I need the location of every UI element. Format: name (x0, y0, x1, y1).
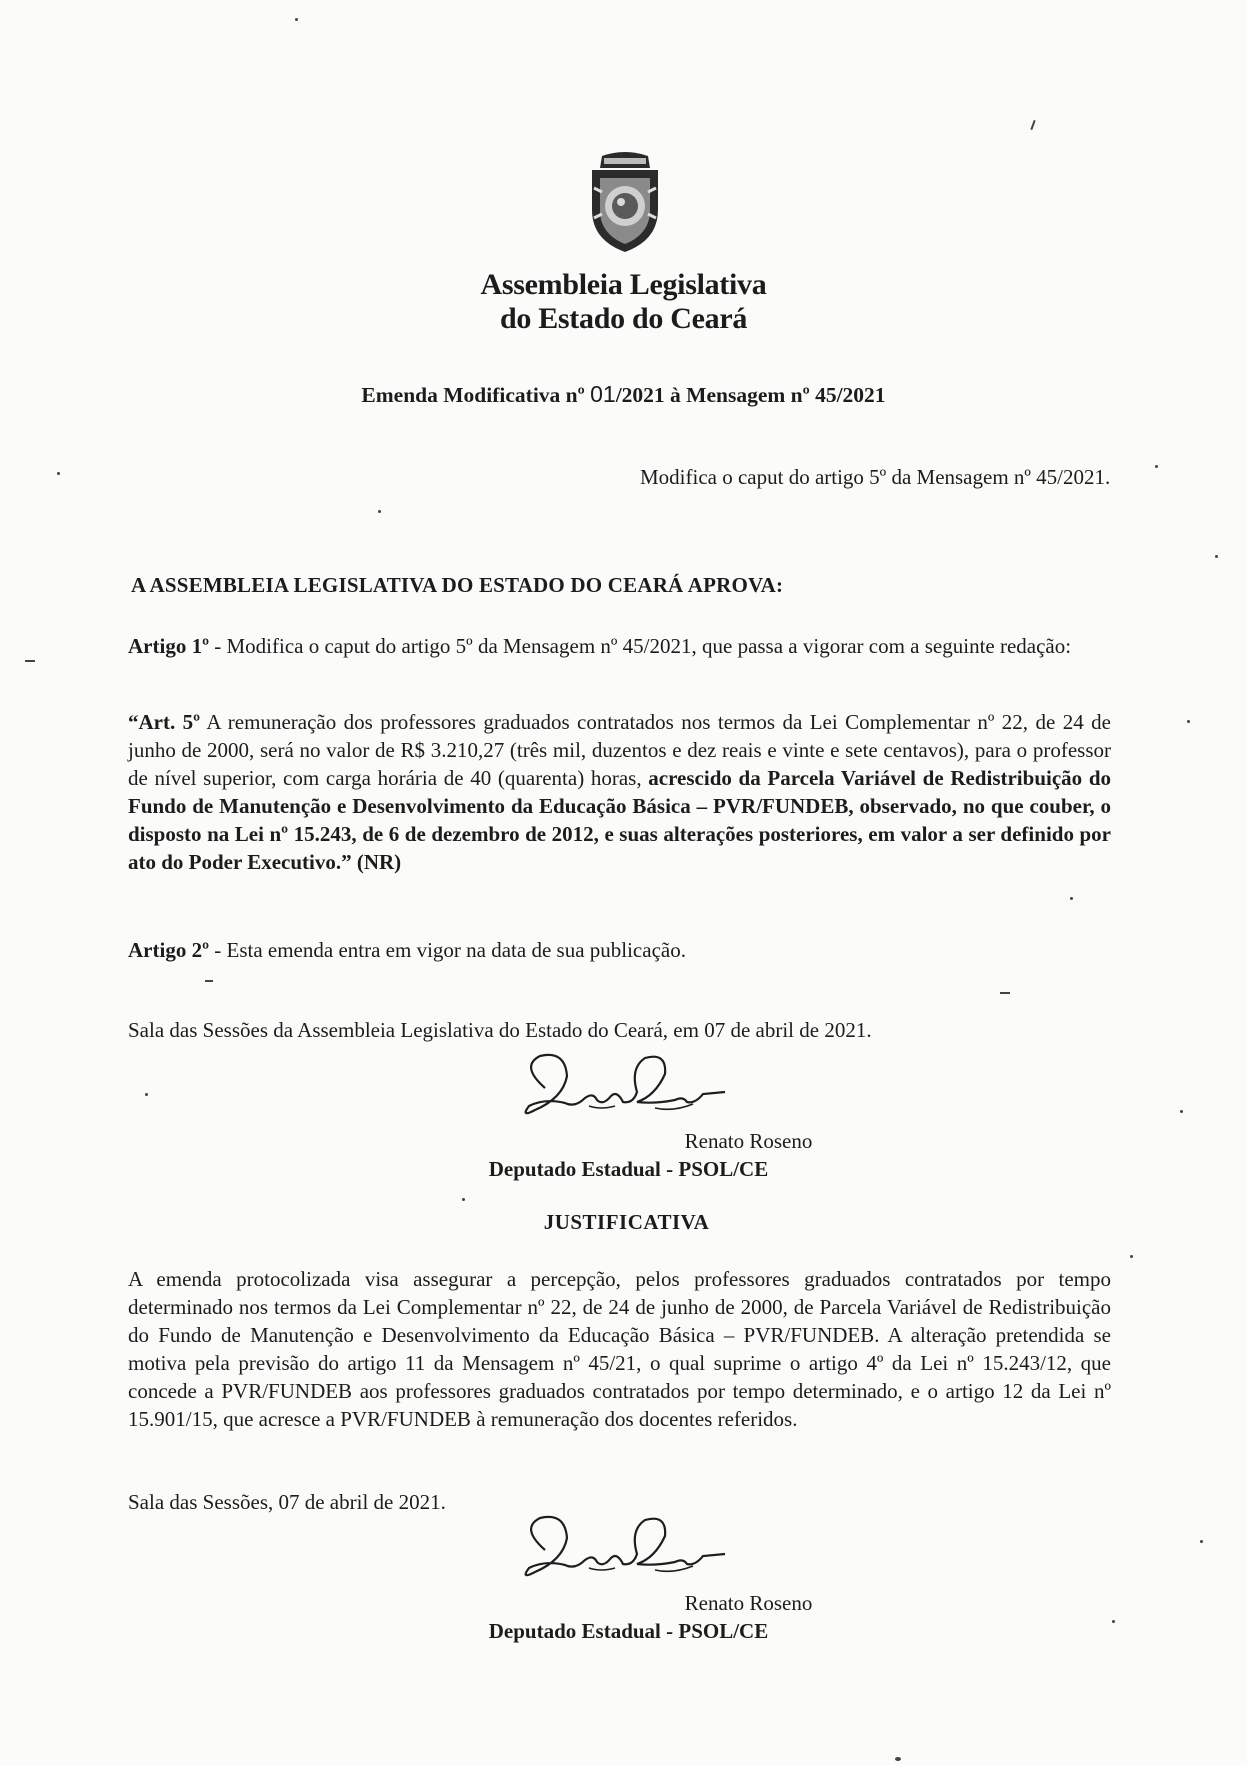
justification-heading: JUSTIFICATIVA (543, 1210, 710, 1234)
amendment-title (0, 381, 1247, 408)
scan-speck (1030, 120, 1035, 130)
handwritten-signature-2 (505, 1510, 735, 1600)
signer-2-name: Renato Roseno (684, 1591, 813, 1615)
scan-speck (1070, 897, 1073, 900)
article-1 (128, 632, 1111, 660)
ementa: Modifica o caput do artigo 5º da Mensagem nº 45/2021. (640, 465, 1111, 489)
scan-speck (145, 1093, 148, 1096)
scan-speck (1130, 1255, 1133, 1258)
article-1-label: Artigo 1º (128, 634, 209, 658)
scan-speck (1112, 1620, 1115, 1623)
ceara-coat-of-arms-icon (580, 148, 670, 256)
article-1-text: - Modifica o caput do artigo 5º da Mensagem nº 45/2021, que passa a vigorar com a seguinte redação: (209, 634, 1072, 658)
title-prefix: Emenda Modificativa nº (361, 383, 591, 407)
signer-2-role: Deputado Estadual - PSOL/CE (488, 1619, 769, 1643)
session-place-date-2: Sala das Sessões, 07 de abril de 2021. (128, 1490, 446, 1514)
article-2-label: Artigo 2º (128, 938, 209, 962)
institution-line-1: Assembleia Legislativa (480, 268, 767, 301)
justification-text: A emenda protocolizada visa assegurar a percepção, pelos professores graduados contratados por tempo determinado nos termos da Lei Complementar nº 22, de 24 de junho de 2000, de Parcela Variável de Redistribuição do Fundo de Manutenção e Desenvolvimento da Educação Básica – PVR/FUNDEB. A alteração pretendida se motiva pela previsão do artigo 11 da Mensagem nº 45/21, o qual suprime o artigo 4º da Lei nº 15.243/12, que concede a PVR/FUNDEB aos professores graduados contratados por tempo determinado, e o artigo 12 da Lei nº 15.901/15, que acresce a PVR/FUNDEB à remuneração dos docentes referidos. (128, 1267, 1111, 1431)
enacting-clause: A ASSEMBLEIA LEGISLATIVA DO ESTADO DO CEARÁ APROVA: (131, 573, 784, 597)
article-2-text: - Esta emenda entra em vigor na data de sua publicação. (209, 938, 686, 962)
scan-speck (378, 510, 381, 513)
scan-speck (462, 1198, 465, 1201)
scan-speck (895, 1757, 901, 1761)
institution-line-2: do Estado do Ceará (499, 302, 748, 335)
amendment-number: 01 (590, 381, 616, 407)
scan-speck (1180, 1110, 1183, 1113)
scan-speck (57, 472, 60, 475)
signer-1-role: Deputado Estadual - PSOL/CE (488, 1157, 769, 1181)
scan-speck (1215, 555, 1218, 558)
scan-speck (25, 660, 35, 662)
scan-speck (205, 980, 213, 982)
article-2 (128, 936, 1111, 964)
scan-speck (1000, 992, 1010, 994)
scan-speck (1187, 720, 1190, 723)
scan-speck (1155, 465, 1158, 468)
session-place-date-1: Sala das Sessões da Assembleia Legislativa do Estado do Ceará, em 07 de abril de 2021. (128, 1018, 872, 1042)
article-5-label: “Art. 5º (128, 710, 201, 734)
handwritten-signature-1 (505, 1048, 735, 1138)
article-5-text: A remuneração dos professores graduados contratados nos termos da Lei Complementar nº 22, de 24 de junho de 2000, será no valor de R$ 3.210,27 (três mil, duzentos e dez reais e vinte e sete centavos), para o professor de nível superior, com carga horária de 40 (quarenta) horas, (128, 710, 1111, 790)
institution-name (0, 268, 1247, 336)
article-5-new-text (128, 708, 1111, 876)
title-suffix: /2021 à Mensagem nº 45/2021 (615, 383, 886, 407)
article-5-bold-text: acrescido da Parcela Variável de Redistribuição do Fundo de Manutenção e Desenvolvimento da Educação Básica – PVR/FUNDEB, observado, no que couber, o disposto na Lei nº 15.243, de 6 de dezembro de 2012, e suas alterações posteriores, em valor a ser definido por ato do Poder Executivo.” (NR) (128, 766, 1112, 874)
signer-1-name: Renato Roseno (684, 1129, 813, 1153)
scan-speck (1200, 1540, 1203, 1543)
scan-speck (295, 18, 298, 21)
